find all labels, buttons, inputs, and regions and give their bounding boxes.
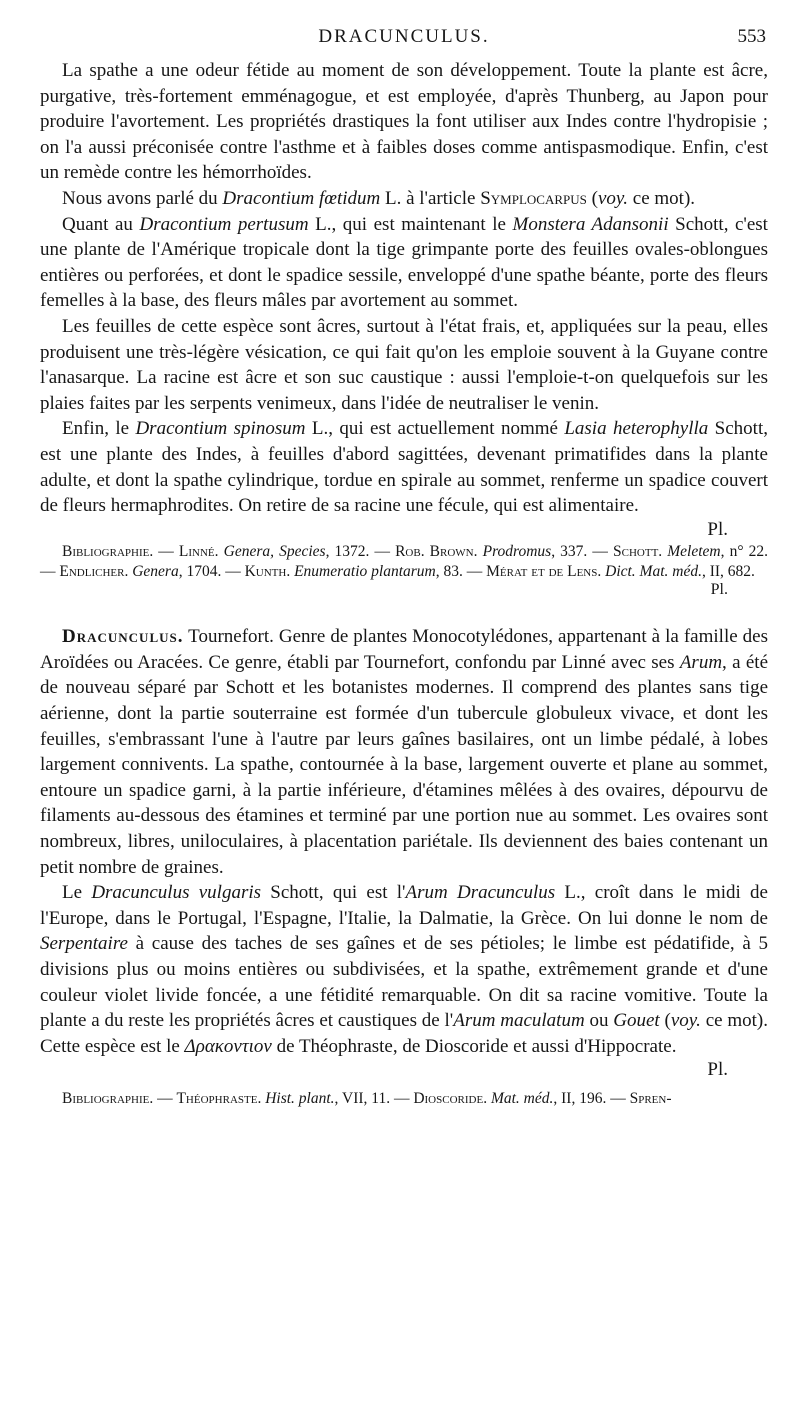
paragraph-dracontium-pertusum: Quant au Dracontium pertusum L., qui est maintenant le Monstera Adansonii Schott, c'est une plante de l'Amérique tropicale dont la tige grimpante porte des feuilles ovales-oblongues entières ou perforées, et dont le spadice sessile, enveloppé d'une spathe béante, porte des fleurs femelles à la base, des fleurs mâles par avortement au sommet. xyxy=(40,213,768,312)
bibliography-dracontium: Bibliographie. — Linné. Genera, Species, 1372. — Rob. Brown. Prodromus, 337. — Schott. Meletem, n° 22. — Endlicher. Genera, 1704. — Kunth. Enumeratio plantarum, 83. — Mérat et de Lens. Dict. Mat. méd., II, 682. xyxy=(40,543,769,581)
author-signature: Pl. xyxy=(707,1059,728,1081)
bibliography-dracunculus: Bibliographie. — Théophraste. Hist. plant., VII, 11. — Dioscoride. Mat. méd., II, 196. — Spren- xyxy=(62,1089,672,1107)
running-header xyxy=(40,26,768,52)
page-body xyxy=(40,58,768,1109)
page-number: 553 xyxy=(737,26,766,47)
cross-reference: Symplocarpus xyxy=(480,187,587,209)
paragraph-dracontium-spinosum: Enfin, le Dracontium spinosum L., qui est actuellement nommé Lasia heterophylla Schott, est une plante des Indes, à feuilles d'abord sagittées, devenant primatifides dans la plante adulte, et dont la spathe cylindrique, tordue en spirale au sommet, renferme un spadice couvert de fleurs hermaphrodites. On retire de sa racine une fécule, qui est alimentaire. xyxy=(40,418,768,517)
entry-headword: Dracunculus. xyxy=(62,626,184,648)
greek-term: Δρακοντιον xyxy=(184,1035,272,1057)
paragraph-leaves-properties: Les feuilles de cette espèce sont âcres, surtout à l'état frais, et, appliquées sur la peau, elles produisent une très-légère vésication, ce qui fait qu'on les emploie souvent à la Guyane contre l'anasarque. La racine est âcre et son suc caustique : aussi l'emploie-t-on quelquefois sur les plaies faites par les serpents venimeux, dans l'idée de neutraliser le venin. xyxy=(40,315,768,414)
author-signature: Pl. xyxy=(707,518,728,540)
running-title: DRACUNCULUS. xyxy=(318,26,490,47)
paragraph-spathe-odor: La spathe a une odeur fétide au moment de son développement. Toute la plante est âcre, purgative, très-fortement emménagogue, et est employée, d'après Thunberg, au Japon pour produire l'avortement. Les propriétés drastiques la font utiliser aux Indes contre l'hydropisie ; on l'a aussi préconisée contre l'asthme et à faibles doses comme antispasmodique. Enfin, c'est un remède contre les hémorrhoïdes. xyxy=(40,60,768,184)
paragraph-dracontium-foetidum: Nous avons parlé du Dracontium fœtidum L. à l'article Symplocarpus (voy. ce mot). xyxy=(62,187,696,209)
entry-separator xyxy=(40,600,768,624)
entry-dracunculus: Dracunculus. Tournefort. Genre de plantes Monocotylédones, appartenant à la famille des Aroïdées ou Aracées. Ce genre, établi par Tournefort, confondu par Linné avec ses Arum, a été de nouveau séparé par Schott et les botanistes modernes. Il comprend des plantes sans tige aérienne, dont la partie souterraine est formée d'un tubercule globuleux vivace, et dont les feuilles, s'embrassant l'une à l'autre par leurs gaînes basilaires, ont un limbe pédalé, à lobes largement connivents. La spathe, contournée à la base, largement ouverte et plane au sommet, entoure un spadice garni, à la partie inférieure, d'étamines mêlées à des ovaires, dépourvu de filaments au-dessous des étamines et terminé par une portion nue au sommet. Les ovaires sont nombreux, libres, uniloculaires, à placentation pariétale. Ils deviennent des baies contenant un petit nombre de graines. xyxy=(40,626,769,878)
paragraph-dracunculus-vulgaris: Le Dracunculus vulgaris Schott, qui est l'Arum Dracunculus L., croît dans le midi de l'Europe, dans le Portugal, l'Espagne, l'Italie, la Dalmatie, la Grèce. On lui donne le nom de Serpentaire à cause des taches de ses gaînes et de ses pétioles; le limbe est pédatifide, à 5 divisions plus ou moins entières ou subdivisées, et la spathe, extrêmement grande et d'une couleur violet livide foncée, a une fétidité remarquable. On dit sa racine vomitive. Toute la plante a du reste les propriétés âcres et caustiques de l'Arum maculatum ou Gouet (voy. ce mot). Cette espèce est le Δρακοντιον de Théophraste, de Dioscoride et aussi d'Hippocrate. xyxy=(40,882,769,1057)
author-signature: Pl. xyxy=(710,581,728,599)
